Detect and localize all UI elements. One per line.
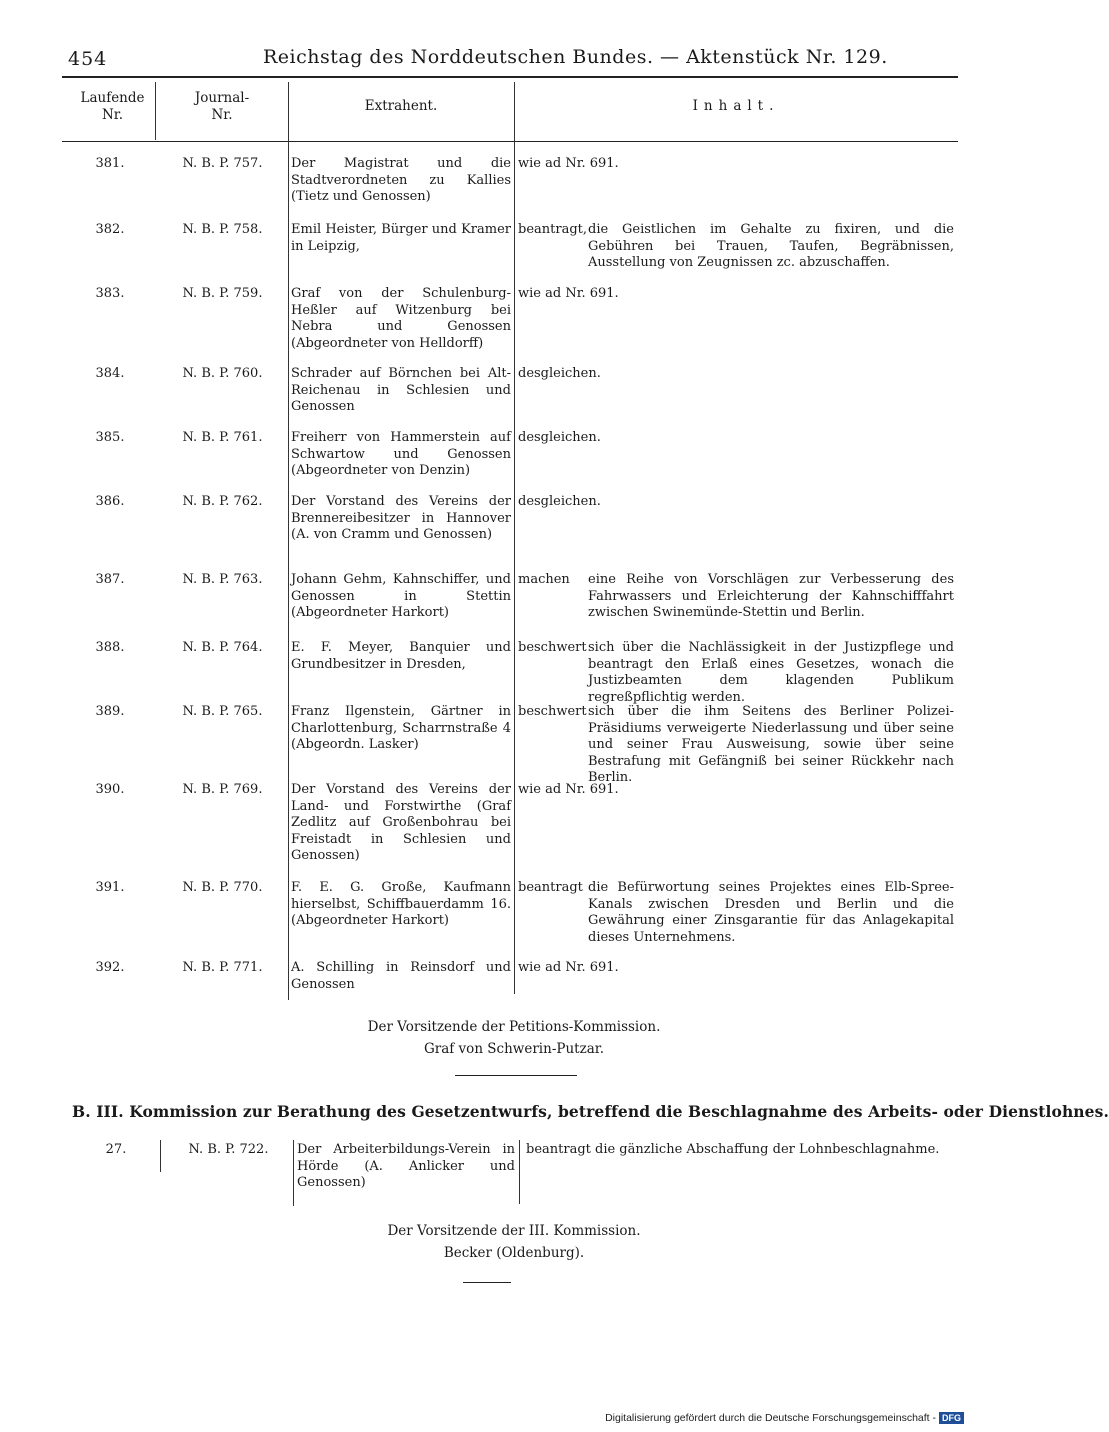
page-number: 454: [68, 48, 108, 70]
row-inhalt: [518, 494, 954, 511]
signature-1-line-2: Graf von Schwerin-Putzar.: [423, 1041, 604, 1057]
row-extrahent: Freiherr von Hammerstein auf Schwartow und Genossen (Abgeordneter von Denzin): [291, 430, 511, 478]
row-inhalt: [518, 366, 954, 383]
col-head-laufende: Laufende Nr.: [80, 90, 145, 123]
row-inhalt: [518, 960, 954, 977]
row-inhalt-text: wie ad Nr. 691.: [518, 286, 619, 301]
section-b-inhalt: beantragt die gänzliche Abschaffung der Lohnbeschlagnahme.: [526, 1142, 940, 1157]
row-inhalt: [518, 640, 954, 706]
row-inhalt-text: wie ad Nr. 691.: [518, 960, 619, 975]
row-extrahent: Der Vorstand des Vereins der Brennereibesitzer in Hannover (A. von Cramm und Genossen): [291, 494, 511, 542]
section-b-extrahent: Der Arbeiterbildungs-Verein in Hörde (A. Anlicker und Genossen): [297, 1142, 515, 1190]
row-extrahent: A. Schilling in Reinsdorf und Genossen: [291, 960, 511, 992]
section-b-title: B. III. Kommission zur Berathung des Gesetzentwurfs, betreffend die Beschlagnahme des Arbeits- oder Dienstlohnes.: [72, 1102, 1109, 1121]
row-extrahent: Der Vorstand des Vereins der Land- und Forstwirthe (Graf Zedlitz auf Großenbohrau bei Freistadt in Schlesien und Genossen): [291, 782, 511, 863]
row-inhalt: [518, 286, 954, 303]
row-inhalt-verb: beschwert: [518, 640, 587, 655]
row-journal-number: N. B. P. 771.: [182, 960, 263, 975]
section-b-rule-1: [160, 1140, 161, 1172]
separator-rule-1: [455, 1075, 577, 1076]
col-head-extrahent: Extrahent.: [364, 98, 438, 114]
row-extrahent: E. F. Meyer, Banquier und Grundbesitzer in Dresden,: [291, 640, 511, 672]
row-journal-number: N. B. P. 765.: [182, 704, 263, 719]
row-inhalt-text: wie ad Nr. 691.: [518, 782, 619, 797]
digitization-footer: [605, 1412, 964, 1424]
row-inhalt: [518, 880, 954, 946]
row-extrahent: F. E. G. Große, Kaufmann hierselbst, Schiffbauerdamm 16. (Abgeordneter Harkort): [291, 880, 511, 928]
row-number: 389.: [95, 704, 125, 719]
row-inhalt-text: desgleichen.: [518, 494, 601, 509]
header-rule: [62, 76, 958, 78]
row-journal-number: N. B. P. 759.: [182, 286, 263, 301]
row-extrahent: Emil Heister, Bürger und Kramer in Leipzig,: [291, 222, 511, 254]
row-number: 388.: [95, 640, 125, 655]
row-number: 391.: [95, 880, 125, 895]
row-extrahent: Johann Gehm, Kahnschiffer, und Genossen in Stettin (Abgeordneter Harkort): [291, 572, 511, 620]
row-inhalt-text: desgleichen.: [518, 430, 601, 445]
column-head-rule: [62, 141, 958, 142]
row-inhalt-verb: beantragt: [518, 880, 583, 895]
column-rule-1: [155, 82, 156, 140]
row-inhalt-text: die Geistlichen im Gehalte zu fixiren, und die Gebühren bei Trauen, Taufen, Begräbnissen, Ausstellung von Zeugnissen zc. abzuschaffen.: [588, 222, 954, 270]
section-b-rule-2: [293, 1140, 294, 1206]
row-inhalt: [518, 430, 954, 447]
column-rule-2: [288, 82, 289, 1000]
row-number: 387.: [95, 572, 125, 587]
row-number: 381.: [95, 156, 125, 171]
footer-text: Digitalisierung gefördert durch die Deutsche Forschungsgemeinschaft -: [605, 1412, 936, 1424]
row-extrahent: Graf von der Schulenburg-Heßler auf Witzenburg bei Nebra und Genossen (Abgeordneter von Helldorff): [291, 286, 511, 351]
separator-rule-2: [463, 1282, 511, 1283]
signature-2-line-1: Der Vorsitzende der III. Kommission.: [387, 1223, 641, 1239]
row-inhalt-verb: beschwert: [518, 704, 587, 719]
section-b-rule-3: [519, 1140, 520, 1204]
row-number: 383.: [95, 286, 125, 301]
section-b-journal: N. B. P. 722.: [188, 1142, 269, 1157]
row-inhalt: [518, 222, 954, 272]
row-journal-number: N. B. P. 769.: [182, 782, 263, 797]
row-journal-number: N. B. P. 762.: [182, 494, 263, 509]
signature-2-line-2: Becker (Oldenburg).: [443, 1245, 585, 1261]
section-b-nr: 27.: [105, 1142, 127, 1157]
row-inhalt-verb: beantragt,: [518, 222, 588, 237]
row-inhalt: [518, 156, 954, 173]
row-inhalt: [518, 704, 954, 787]
row-inhalt-verb: machen: [518, 572, 570, 587]
page-header: [68, 44, 958, 72]
row-number: 385.: [95, 430, 125, 445]
running-title: Reichstag des Norddeutschen Bundes. — Aktenstück Nr. 129.: [263, 46, 888, 68]
row-extrahent: Der Magistrat und die Stadtverordneten zu Kallies (Tietz und Genossen): [291, 156, 511, 204]
column-rule-3: [514, 82, 515, 994]
row-journal-number: N. B. P. 758.: [182, 222, 263, 237]
row-inhalt: [518, 782, 954, 799]
row-journal-number: N. B. P. 761.: [182, 430, 263, 445]
row-inhalt: [518, 572, 954, 622]
row-number: 392.: [95, 960, 125, 975]
row-inhalt-text: wie ad Nr. 691.: [518, 156, 619, 171]
signature-1-line-1: Der Vorsitzende der Petitions-Kommission.: [367, 1019, 661, 1035]
row-inhalt-text: eine Reihe von Vorschlägen zur Verbesserung des Fahrwassers und Erleichterung der Kahnschifffahrt zwischen Swinemünde-Stettin und Berlin.: [588, 572, 954, 620]
row-extrahent: Franz Ilgenstein, Gärtner in Charlottenburg, Scharrnstraße 4 (Abgeordn. Lasker): [291, 704, 511, 752]
row-inhalt-text: sich über die Nachlässigkeit in der Justizpflege und beantragt den Erlaß eines Gesetzes, wonach die Justizbeamten dem klagenden Publikum regreßpflichtig werden.: [588, 640, 954, 705]
row-number: 384.: [95, 366, 125, 381]
row-journal-number: N. B. P. 757.: [182, 156, 263, 171]
signature-block-2: [14, 1220, 1014, 1264]
row-journal-number: N. B. P. 764.: [182, 640, 263, 655]
row-journal-number: N. B. P. 770.: [182, 880, 263, 895]
signature-block-1: [14, 1016, 1014, 1060]
row-journal-number: N. B. P. 760.: [182, 366, 263, 381]
row-inhalt-text: die Befürwortung seines Projektes eines Elb-Spree-Kanals zwischen Dresden und Berlin und die Gewährung einer Zinsgarantie für das Anlagekapital dieses Unternehmens.: [588, 880, 954, 945]
row-inhalt-text: desgleichen.: [518, 366, 601, 381]
col-head-inhalt: Inhalt.: [692, 98, 780, 114]
col-head-journal: Journal- Nr.: [194, 90, 250, 123]
row-journal-number: N. B. P. 763.: [182, 572, 263, 587]
row-extrahent: Schrader auf Börnchen bei Alt-Reichenau in Schlesien und Genossen: [291, 366, 511, 414]
row-number: 390.: [95, 782, 125, 797]
row-number: 382.: [95, 222, 125, 237]
row-inhalt-text: sich über die ihm Seitens des Berliner Polizei-Präsidiums verweigerte Niederlassung und über seine und seiner Frau Ausweisung, sowie über seine Bestrafung mit Gefängniß bei seiner Rückkehr nach Berlin.: [588, 704, 954, 785]
row-number: 386.: [95, 494, 125, 509]
dfg-logo: DFG: [939, 1412, 964, 1424]
